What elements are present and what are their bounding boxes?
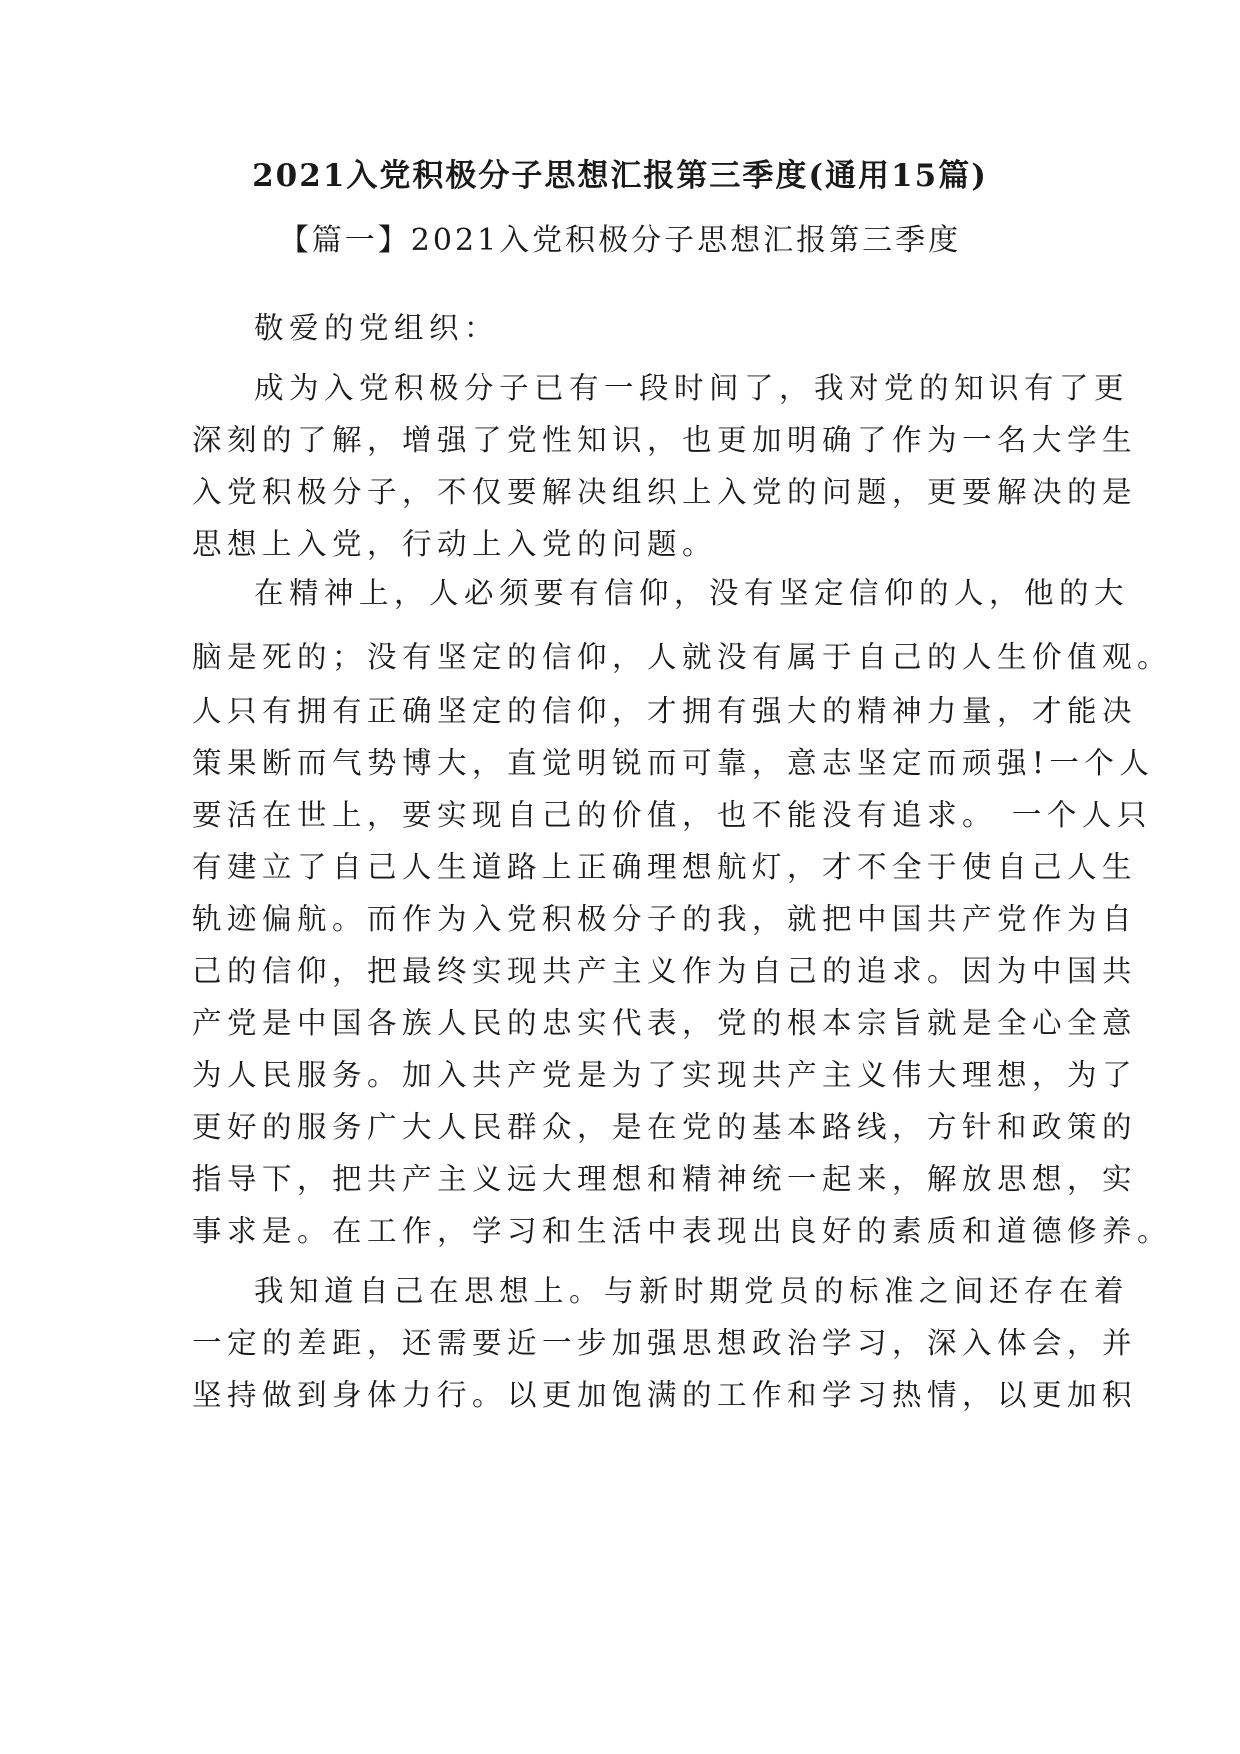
paragraph-2b-line: 为人民服务。加入共产党是为了实现共产主义伟大理想，为了: [192, 1058, 1138, 1092]
paragraph-1-line: 入党积极分子，不仅要解决组织上入党的问题，更要解决的是: [192, 475, 1138, 509]
paragraph-2b-line: 指导下，把共产主义远大理想和精神统一起来，解放思想，实: [192, 1162, 1138, 1196]
paragraph-2b-line: 事求是。在工作，学习和生活中表现出良好的素质和道德修养。: [192, 1214, 1173, 1248]
paragraph-3-line: 一定的差距，还需要近一步加强思想政治学习，深入体会，并: [192, 1326, 1138, 1360]
paragraph-2b-line: 更好的服务广大人民群众，是在党的基本路线，方针和政策的: [192, 1110, 1138, 1144]
paragraph-2b-line: 有建立了自己人生道路上正确理想航灯，才不全于使自己人生: [192, 850, 1138, 884]
paragraph-1: [192, 362, 1138, 570]
paragraph-2b-line: 策果断而气势博大，直觉明锐而可靠，意志坚定而顽强!一个人: [192, 746, 1155, 780]
paragraph-1-line: 深刻的了解，增强了党性知识，也更加明确了作为一名大学生: [192, 423, 1138, 457]
paragraph-2b-line: 轨迹偏航。而作为入党积极分子的我，就把中国共产党作为自: [192, 902, 1138, 936]
paragraph-2a: [192, 567, 1173, 683]
paragraph-1-line: 思想上入党，行动上入党的问题。: [192, 527, 718, 561]
section-heading: 【篇一】2021入党积极分子思想汇报第三季度: [278, 223, 962, 258]
paragraph-3-line: 坚持做到身体力行。以更加饱满的工作和学习热情，以更加积: [192, 1378, 1138, 1412]
paragraph-2b-line: 要活在世上，要实现自己的价值，也不能没有追求。 一个人只: [192, 798, 1152, 832]
paragraph-2b-line: 人只有拥有正确坚定的信仰，才拥有强大的精神力量，才能决: [192, 694, 1138, 728]
paragraph-2b-line: 己的信仰，把最终实现共产主义作为自己的追求。因为中国共: [192, 954, 1138, 988]
paragraph-3: [192, 1265, 1138, 1421]
document-title: 2021入党积极分子思想汇报第三季度(通用15篇): [252, 158, 988, 194]
salutation: 敬爱的党组织：: [254, 311, 500, 345]
paragraph-2a-line: 脑是死的；没有坚定的信仰，人就没有属于自己的人生价值观。: [192, 640, 1173, 674]
paragraph-3-line: 我知道自己在思想上。与新时期党员的标准之间还存在着: [254, 1274, 1130, 1308]
paragraph-1-line: 成为入党积极分子已有一段时间了，我对党的知识有了更: [254, 371, 1130, 405]
paragraph-2a-line: 在精神上，人必须要有信仰，没有坚定信仰的人，他的大: [254, 576, 1130, 610]
paragraph-2b: [192, 685, 1173, 1257]
paragraph-2b-line: 产党是中国各族人民的忠实代表，党的根本宗旨就是全心全意: [192, 1006, 1138, 1040]
